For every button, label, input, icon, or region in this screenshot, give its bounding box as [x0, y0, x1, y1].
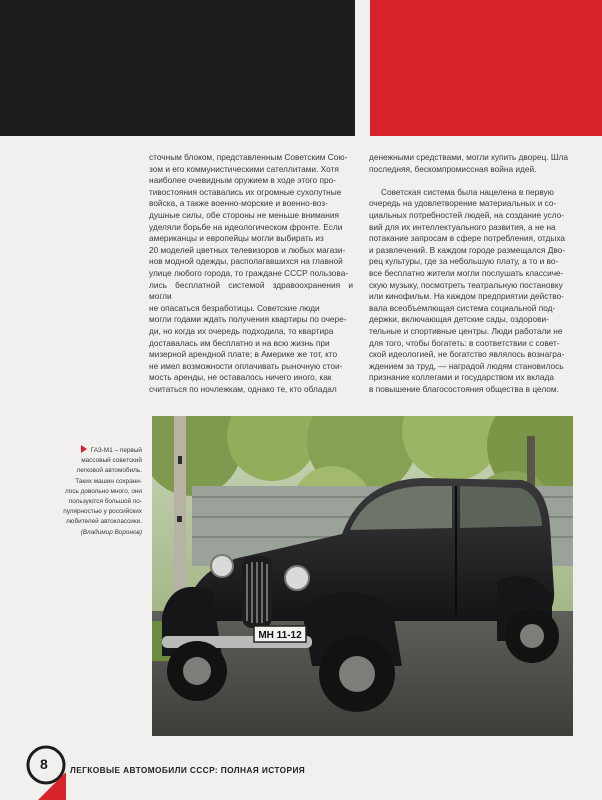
header-red-block: [370, 0, 602, 136]
photo-caption: ГАЗ-М1 – первый массовый советский легковой автомобиль. Таких машин сохрани- лось довольно много, они пользуются большой по- пулярностью у российских любителей автоклассики. (Владимир Воронов): [42, 446, 142, 538]
running-title: ЛЕГКОВЫЕ АВТОМОБИЛИ СССР: ПОЛНАЯ ИСТОРИЯ: [70, 765, 306, 775]
license-plate-text: МН 11-12: [258, 630, 302, 641]
caption-triangle-icon: [81, 445, 87, 453]
page-number: 8: [40, 756, 48, 772]
photo-credit: (Владимир Воронов): [80, 528, 142, 536]
header-black-block: [0, 0, 355, 136]
text-column-right: денежными средствами, могли купить дворец. Шла последняя, бескомпромиссная война идей. Советская система была нацелена в первую очередь на удовлетворение материальных и со- циальных потребностей людей, на создание усло- вий для их интеллектуального развития, а не на потакание запросам в сфере потребления, отдыха и развлечений. В каждом городе размещался Дво- рец культуры, где за небольшую плату, а то и во- все бесплатно жители могли послушать классиче- скую музыку, посмотреть театральную постановку или кинофильм. На каждом предприятии действо- вала всеобъемлющая система социальной под- держки, включающая детские сады, оздорови- тельные и спортивные центры. Люди работали не для того, чтобы богатеть: в соответствии с совет- ской идеологией, не богатство являлось вознагра- ждением за труд, — наградой людям становилось признание коллегами и государством их вклада в повышение благосостояния общества в целом.: [369, 152, 568, 394]
car-photo: [152, 416, 573, 736]
text-column-left: сточным блоком, представленным Советским Сою- зом и его коммунистическими сателлитами. Хотя наиболее очевидным оружием в ходе этого про- тивостояния оставались их огромные сухопутные войска, а также военно-морские и военно-воз- душные силы, обе стороны не меньше внимания уделяли борьбе на идеологическом фронте. Если американцы и европейцы могли выбирать из 20 моделей цветных телевизоров и любых магази- нов модной одежды, располагавшихся на главной улице любого города, то граждане СССР пользова- лись бесплатной системой здравоохранения и могли не опасаться безработицы. Советские люди могли годами ждать получения квартиры по очере- ди, но когда их очередь подходила, то квартира доставалась им бесплатно и на всю жизнь при мизерной арендной плате; в Америке же тот, кто не имел возможности оплачивать рыночную стои- мость аренды, не оставалось ничего иного, как считаться по ночлежкам, однако те, кто обладал: [149, 152, 353, 394]
